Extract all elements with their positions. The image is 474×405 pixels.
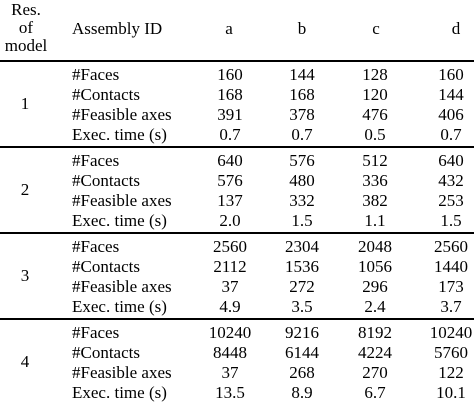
res-number: 4 bbox=[20, 352, 30, 371]
metric-label: #Contacts bbox=[72, 171, 140, 190]
table-row bbox=[0, 64, 474, 86]
res-number: 2 bbox=[20, 180, 30, 199]
header-col-d: d bbox=[451, 19, 461, 38]
table-row bbox=[0, 84, 474, 106]
value-c: 512 bbox=[362, 151, 388, 170]
value-b: 272 bbox=[289, 277, 315, 296]
value-b: 168 bbox=[289, 85, 315, 104]
metric-label: #Contacts bbox=[72, 85, 140, 104]
res-number: 1 bbox=[20, 94, 30, 113]
value-a: 10240 bbox=[208, 323, 252, 342]
value-c: 6.7 bbox=[364, 383, 386, 402]
value-c: 296 bbox=[362, 277, 388, 296]
value-c: 120 bbox=[362, 85, 388, 104]
value-d: 5760 bbox=[434, 343, 468, 362]
value-b: 8.9 bbox=[291, 383, 313, 402]
group-res-2 bbox=[0, 146, 474, 233]
table-row bbox=[0, 256, 474, 278]
value-b: 576 bbox=[289, 151, 315, 170]
table-row bbox=[0, 124, 474, 146]
value-d: 1.5 bbox=[440, 211, 462, 230]
header-res-line-3: model bbox=[4, 36, 48, 55]
metric-label: #Contacts bbox=[72, 257, 140, 276]
value-d: 160 bbox=[438, 65, 464, 84]
table-row bbox=[0, 210, 474, 232]
table-row bbox=[0, 382, 474, 404]
value-d: 406 bbox=[438, 105, 464, 124]
header-res-of-model bbox=[0, 1, 52, 55]
table-row bbox=[0, 342, 474, 364]
metric-label: #Feasible axes bbox=[72, 105, 172, 124]
metric-label: Exec. time (s) bbox=[72, 383, 167, 402]
table-row bbox=[0, 322, 474, 344]
value-d: 0.7 bbox=[440, 125, 462, 144]
value-d: 122 bbox=[438, 363, 464, 382]
value-b: 378 bbox=[289, 105, 315, 124]
value-c: 1056 bbox=[358, 257, 392, 276]
header-col-c: c bbox=[372, 19, 380, 38]
value-d: 173 bbox=[438, 277, 464, 296]
table-header bbox=[0, 0, 474, 57]
value-b: 6144 bbox=[285, 343, 319, 362]
value-d: 640 bbox=[438, 151, 464, 170]
value-d: 2560 bbox=[434, 237, 468, 256]
value-a: 4.9 bbox=[219, 297, 241, 316]
table-row bbox=[0, 190, 474, 212]
value-b: 3.5 bbox=[291, 297, 313, 316]
table-row bbox=[0, 170, 474, 192]
value-a: 37 bbox=[221, 363, 239, 382]
value-c: 2.4 bbox=[364, 297, 386, 316]
value-a: 168 bbox=[217, 85, 243, 104]
value-a: 8448 bbox=[213, 343, 247, 362]
value-d: 1440 bbox=[434, 257, 468, 276]
metric-label: #Faces bbox=[72, 65, 120, 84]
group-res-4 bbox=[0, 318, 474, 405]
group-res-1 bbox=[0, 60, 474, 147]
metric-label: #Faces bbox=[72, 237, 120, 256]
value-c: 0.5 bbox=[364, 125, 386, 144]
value-b: 1.5 bbox=[291, 211, 313, 230]
value-c: 4224 bbox=[358, 343, 392, 362]
table-row bbox=[0, 362, 474, 384]
metric-label: #Feasible axes bbox=[72, 191, 172, 210]
value-a: 160 bbox=[217, 65, 243, 84]
table-row bbox=[0, 236, 474, 258]
header-res-line-2: of bbox=[18, 18, 34, 37]
value-d: 10.1 bbox=[436, 383, 466, 402]
metric-label: #Contacts bbox=[72, 343, 140, 362]
value-d: 432 bbox=[438, 171, 464, 190]
header-col-b: b bbox=[297, 19, 307, 38]
value-a: 2560 bbox=[213, 237, 247, 256]
value-a: 37 bbox=[221, 277, 239, 296]
value-a: 2112 bbox=[213, 257, 247, 276]
value-c: 1.1 bbox=[364, 211, 386, 230]
table-row bbox=[0, 276, 474, 298]
value-a: 391 bbox=[217, 105, 243, 124]
value-c: 476 bbox=[362, 105, 388, 124]
value-a: 137 bbox=[217, 191, 243, 210]
value-a: 576 bbox=[217, 171, 243, 190]
metric-label: #Feasible axes bbox=[72, 277, 172, 296]
header-col-a: a bbox=[225, 19, 233, 38]
value-a: 0.7 bbox=[219, 125, 241, 144]
table-row bbox=[0, 296, 474, 318]
value-b: 0.7 bbox=[291, 125, 313, 144]
value-b: 9216 bbox=[285, 323, 319, 342]
metric-label: #Feasible axes bbox=[72, 363, 172, 382]
metric-label: Exec. time (s) bbox=[72, 211, 167, 230]
metric-label: Exec. time (s) bbox=[72, 125, 167, 144]
value-b: 268 bbox=[289, 363, 315, 382]
group-res-3 bbox=[0, 232, 474, 319]
table-row bbox=[0, 104, 474, 126]
value-b: 144 bbox=[289, 65, 315, 84]
value-b: 480 bbox=[289, 171, 315, 190]
value-d: 10240 bbox=[429, 323, 473, 342]
value-d: 144 bbox=[438, 85, 464, 104]
value-c: 128 bbox=[362, 65, 388, 84]
header-res-line-1: Res. bbox=[11, 0, 41, 19]
header-assembly-id: Assembly ID bbox=[72, 19, 163, 38]
value-c: 8192 bbox=[358, 323, 392, 342]
value-c: 382 bbox=[362, 191, 388, 210]
metric-label: #Faces bbox=[72, 323, 120, 342]
value-a: 2.0 bbox=[219, 211, 241, 230]
metric-label: Exec. time (s) bbox=[72, 297, 167, 316]
value-a: 640 bbox=[217, 151, 243, 170]
value-b: 2304 bbox=[285, 237, 319, 256]
value-c: 270 bbox=[362, 363, 388, 382]
metric-label: #Faces bbox=[72, 151, 120, 170]
value-b: 1536 bbox=[285, 257, 319, 276]
value-a: 13.5 bbox=[215, 383, 245, 402]
value-d: 3.7 bbox=[440, 297, 462, 316]
value-c: 2048 bbox=[358, 237, 392, 256]
value-d: 253 bbox=[438, 191, 464, 210]
res-number: 3 bbox=[20, 266, 30, 285]
value-b: 332 bbox=[289, 191, 315, 210]
value-c: 336 bbox=[362, 171, 388, 190]
table-row bbox=[0, 150, 474, 172]
